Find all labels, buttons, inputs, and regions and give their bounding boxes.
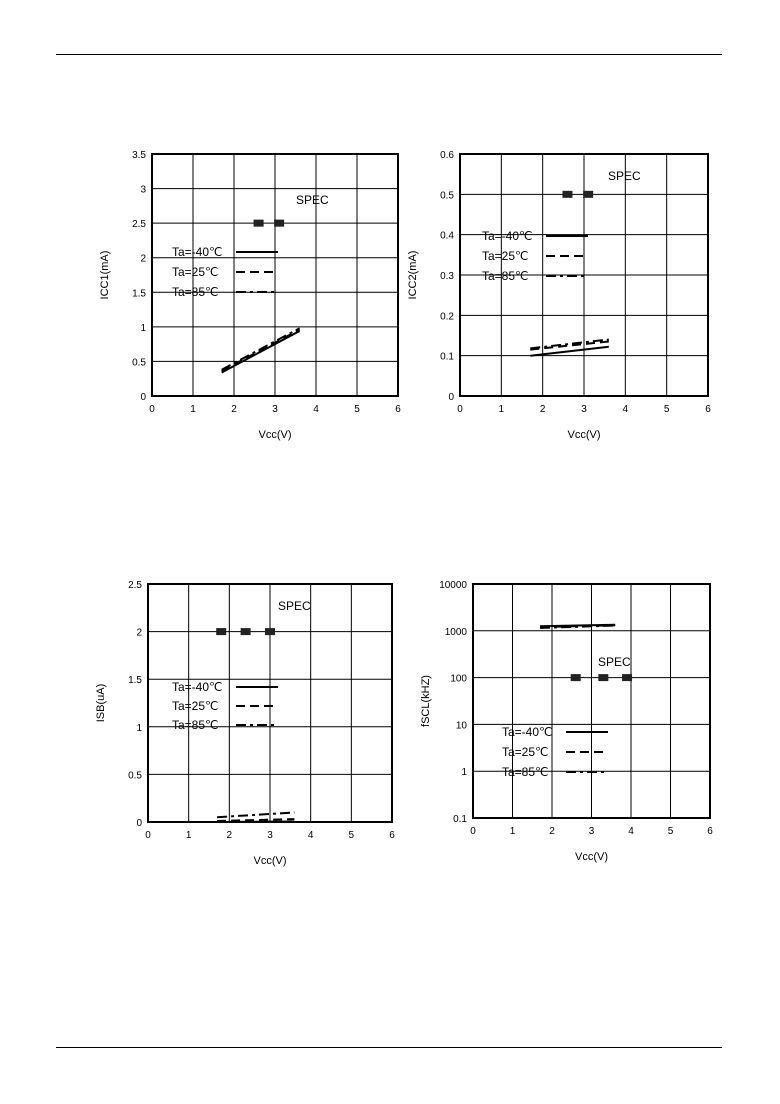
y-tick-label: 0: [140, 392, 146, 403]
series-line: [222, 328, 300, 370]
x-tick-label: 2: [231, 404, 237, 415]
x-tick-label: 6: [705, 404, 711, 415]
y-axis-label: fSCL(kHZ): [420, 675, 432, 727]
spec-marker: [598, 674, 608, 681]
x-tick-label: 3: [588, 826, 595, 837]
x-tick-label: 1: [498, 404, 505, 415]
spec-label: SPEC: [296, 193, 329, 207]
y-tick-label: 1: [140, 322, 146, 334]
spec-marker: [254, 220, 264, 227]
x-tick-label: 4: [313, 404, 319, 415]
spec-marker: [274, 220, 284, 227]
x-tick-label: 6: [389, 830, 395, 841]
chart-isb: [80, 570, 410, 880]
legend-label: Ta=25℃: [502, 745, 549, 759]
y-tick-label: 2.5: [128, 580, 142, 591]
spec-label: SPEC: [278, 599, 311, 613]
spec-marker: [562, 191, 572, 198]
x-tick-label: 0: [149, 404, 155, 415]
y-tick-label: 2: [140, 253, 146, 265]
spec-marker: [216, 628, 226, 635]
spec-label: SPEC: [598, 655, 631, 669]
x-axis-label: Vcc(V): [575, 851, 608, 863]
y-tick-label: 100: [450, 673, 467, 685]
x-tick-label: 2: [226, 830, 233, 841]
legend-label: Ta=85℃: [172, 285, 219, 299]
bottom-rule: [56, 1047, 722, 1048]
y-tick-label: 1.5: [128, 675, 142, 687]
x-tick-label: 2: [539, 404, 546, 415]
spec-marker: [583, 191, 593, 198]
y-tick-label: 0.6: [440, 150, 454, 161]
x-axis-label: Vcc(V): [253, 855, 287, 867]
legend-label: Ta=25℃: [172, 265, 219, 279]
y-tick-label: 10000: [439, 580, 467, 591]
y-tick-label: 1: [461, 767, 467, 779]
legend-label: Ta=85℃: [502, 765, 549, 779]
y-axis-label: ICC1(mA): [99, 250, 111, 300]
legend-label: Ta=-40℃: [172, 245, 223, 259]
x-tick-label: 5: [354, 404, 360, 415]
x-tick-label: 3: [267, 830, 273, 841]
chart-fscl: [400, 570, 730, 880]
x-tick-label: 4: [628, 826, 634, 837]
x-tick-label: 4: [622, 404, 629, 415]
x-tick-label: 4: [307, 830, 314, 841]
y-tick-label: 0.5: [132, 357, 146, 369]
series-line: [217, 822, 294, 823]
legend-label: Ta=-40℃: [172, 680, 223, 694]
x-tick-label: 6: [395, 404, 401, 415]
x-tick-label: 1: [185, 830, 192, 841]
y-axis-label: ICC2(mA): [407, 250, 419, 300]
x-tick-label: 6: [707, 826, 713, 837]
y-axis-label: ISB(uA): [95, 683, 107, 723]
series-line: [217, 813, 294, 818]
spec-marker: [241, 628, 251, 635]
y-tick-label: 3: [140, 184, 146, 196]
series-line: [222, 330, 300, 372]
series-line: [222, 331, 300, 373]
x-tick-label: 5: [667, 826, 674, 837]
spec-marker: [622, 674, 632, 681]
legend-label: Ta=25℃: [482, 249, 529, 263]
chart-icc1: [80, 140, 410, 450]
y-tick-label: 0.2: [440, 311, 454, 323]
x-tick-label: 1: [509, 826, 516, 837]
y-tick-label: 2.5: [132, 219, 146, 231]
y-tick-label: 0.1: [453, 814, 467, 825]
legend-label: Ta=85℃: [172, 718, 219, 732]
x-tick-label: 1: [190, 404, 196, 415]
x-tick-label: 3: [272, 404, 278, 415]
x-tick-label: 3: [581, 404, 587, 415]
x-tick-label: 0: [457, 404, 463, 415]
y-tick-label: 0.3: [440, 271, 454, 282]
y-tick-label: 2: [136, 627, 142, 639]
spec-marker: [265, 628, 275, 635]
y-tick-label: 0.5: [440, 190, 454, 202]
x-tick-label: 5: [348, 830, 355, 841]
top-rule: [56, 54, 722, 55]
series-line: [530, 347, 609, 356]
legend-label: Ta=-40℃: [502, 725, 553, 739]
x-tick-label: 0: [470, 826, 476, 837]
legend-label: Ta=25℃: [172, 699, 219, 713]
y-tick-label: 0.1: [440, 351, 454, 363]
y-tick-label: 1000: [444, 626, 467, 638]
legend-label: Ta=-40℃: [482, 229, 533, 243]
spec-label: SPEC: [608, 169, 641, 183]
y-tick-label: 0: [448, 392, 454, 403]
x-tick-label: 0: [145, 830, 151, 841]
x-axis-label: Vcc(V): [258, 429, 292, 441]
spec-marker: [571, 674, 581, 681]
y-tick-label: 0: [136, 818, 142, 829]
x-axis-label: Vcc(V): [567, 429, 601, 441]
y-tick-label: 0.4: [440, 230, 454, 242]
y-tick-label: 1: [136, 722, 142, 734]
chart-icc2: [400, 140, 730, 450]
legend-label: Ta=85℃: [482, 269, 529, 283]
y-tick-label: 0.5: [128, 770, 142, 782]
y-tick-label: 1.5: [132, 288, 146, 300]
series-line: [530, 340, 609, 349]
x-tick-label: 5: [663, 404, 670, 415]
y-tick-label: 10: [455, 720, 467, 732]
x-tick-label: 2: [549, 826, 555, 837]
y-tick-label: 3.5: [132, 150, 146, 161]
